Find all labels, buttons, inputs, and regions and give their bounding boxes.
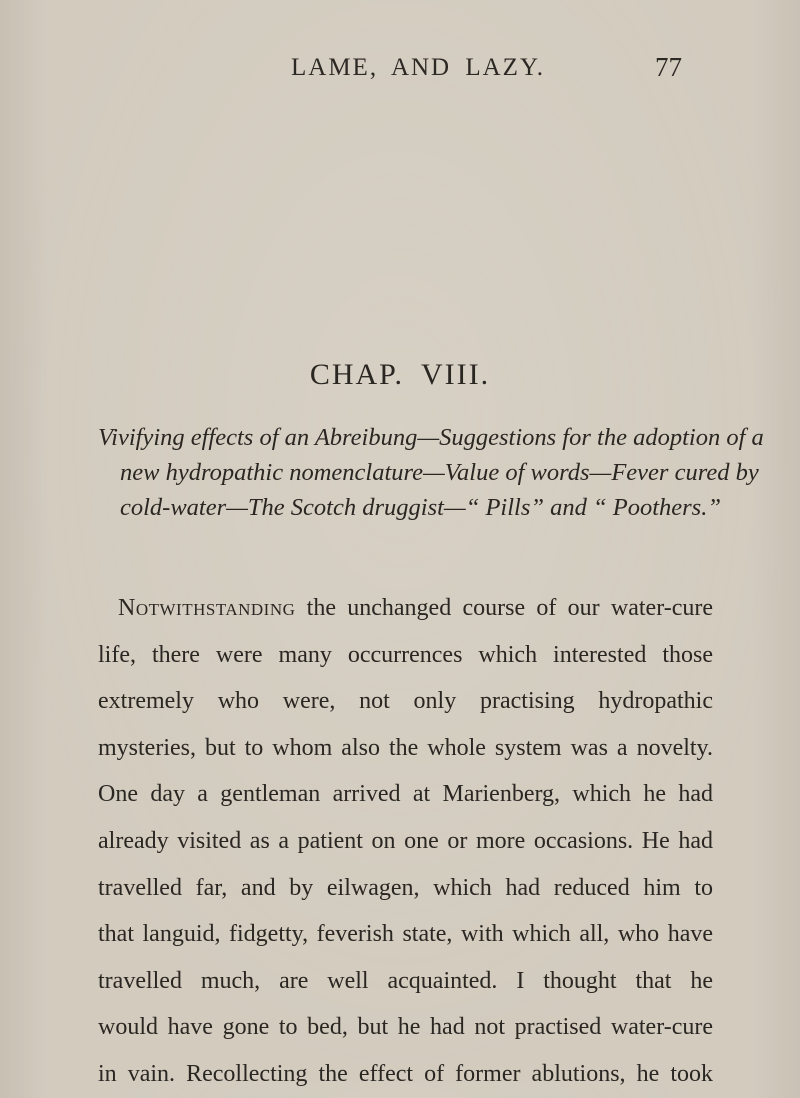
body-line: in vain. Recollecting the effect of former ablutions, he took	[98, 1060, 713, 1087]
body-line: that languid, fidgetty, feverish state, with which all, who have	[98, 921, 713, 948]
running-head	[0, 54, 800, 90]
body-line: life, there were many occurrences which interested those	[98, 641, 713, 668]
body-line: One day a gentleman arrived at Marienberg, which he had	[98, 781, 713, 808]
body-line	[98, 585, 713, 632]
body-line: would have gone to bed, but he had not practised water-cure	[98, 1014, 713, 1041]
argument-line: Vivifying effects of an Abreibung—Suggestions for the adoption of a	[98, 424, 764, 451]
body-line: already visited as a patient on one or more occasions. He had	[98, 827, 713, 854]
argument-line: new hydropathic nomenclature—Value of words—Fever cured by	[120, 459, 759, 486]
argument-line: cold-water—The Scotch druggist—“ Pills” and “ Poothers.”	[120, 494, 721, 521]
body-line: extremely who were, not only practising hydropathic	[98, 688, 713, 715]
body-text	[98, 585, 713, 1098]
chapter-heading: CHAP. VIII.	[309, 358, 491, 391]
running-title: LAME, AND LAZY.	[291, 54, 546, 81]
body-line: travelled far, and by eilwagen, which had reduced him to	[98, 874, 713, 901]
opening-word: Notwithstanding	[118, 595, 296, 621]
body-line-text: the unchanged course of our water-cure	[295, 595, 713, 621]
body-line: travelled much, are well acquainted. I thought that he	[98, 967, 713, 994]
body-line: mysteries, but to whom also the whole system was a novelty.	[98, 734, 713, 761]
page-number: 77	[655, 52, 682, 82]
chapter-argument	[98, 420, 764, 525]
